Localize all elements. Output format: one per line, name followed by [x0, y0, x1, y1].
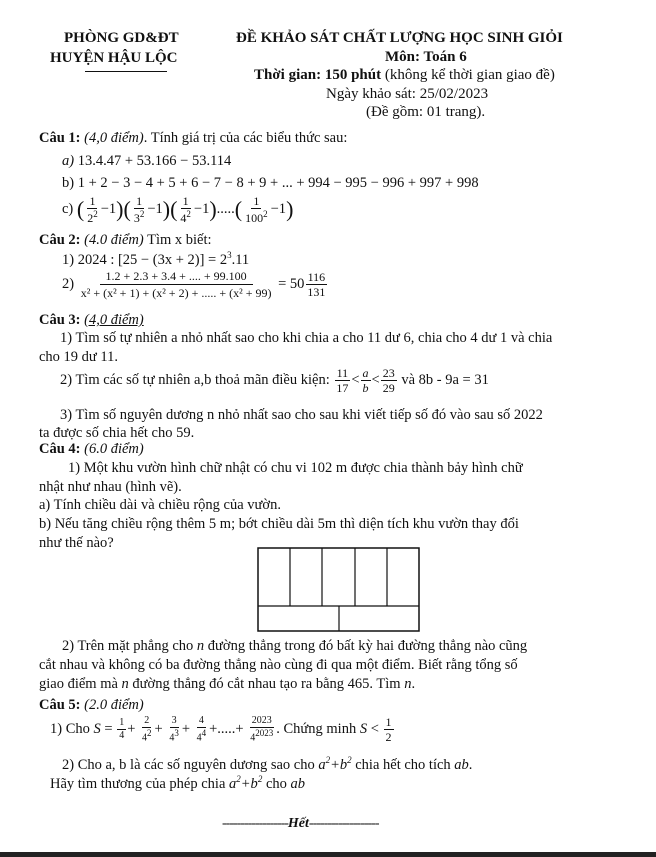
dept-line1: PHÒNG GD&ĐT	[64, 30, 179, 46]
q5-points: (2.0 điểm)	[84, 697, 144, 713]
q1-b	[62, 175, 479, 192]
q2-heading	[39, 232, 212, 249]
q1-heading	[39, 130, 347, 147]
q2-part1-tail: .11	[231, 251, 250, 268]
q3-part3-line1: 3) Tìm số nguyên dương n nhỏ nhất sao cho sau khi viết tiếp số đó vào sau số 2022	[60, 407, 543, 423]
q5-part2-text-d: cho	[265, 775, 287, 792]
q2-points: (4.0 điểm)	[84, 232, 144, 248]
q4-part2-n2: n	[121, 676, 129, 692]
q3-part1-line1: 1) Tìm số tự nhiên a nhỏ nhất sao cho khi chia a cho 11 dư 6, chia cho 4 dư 1 và chia	[60, 330, 553, 346]
q2-part1-expr: 1) 2024 : [25 − (3x + 2)] = 2	[62, 251, 228, 268]
q2-part1	[62, 250, 249, 269]
exam-time	[254, 67, 555, 84]
exam-time-note: (không kể thời gian giao đề)	[384, 67, 555, 83]
q4-part2-n1: n	[196, 638, 205, 654]
exam-pages: (Đề gồm: 01 trang).	[366, 104, 486, 120]
q4-part2-line3: giao điểm mà n đường thẳng đó cắt nhau tạo ra bằng 465. Tìm n.	[39, 676, 416, 692]
exam-subject: Môn: Toán 6	[385, 49, 467, 65]
exam-title: ĐỀ KHẢO SÁT CHẤT LƯỢNG HỌC SINH GIỎI	[236, 30, 563, 46]
q2-part1-exp: 3	[227, 250, 232, 260]
q5-part2-line1: 2) Cho a, b là các số nguyên dương sao cho $a^2+b^2$ chia hết cho tích ab.	[62, 755, 473, 773]
q5-part1-text: 1) Cho	[50, 721, 90, 738]
q4-b-line2: như thế nào?	[39, 535, 114, 551]
q3-part1-line2: cho 19 dư 11.	[39, 349, 119, 365]
q2-part2-fraction	[79, 270, 274, 299]
q3-part3-line2: ta được số chia hết cho 59.	[39, 425, 195, 441]
q2-part2-den: x² + (x² + 1) + (x² + 2) + ..... + (x² + 99)	[80, 286, 272, 300]
q2-part2	[62, 270, 328, 299]
exam-date: Ngày khảo sát: 25/02/2023	[326, 86, 489, 102]
q5-heading	[39, 697, 144, 714]
q5-part2-text-a: 2) Cho a, b là các số nguyên dương sao cho	[62, 756, 315, 773]
q3-part2-text: 2) Tìm các số tự nhiên a,b thoả mãn điều kiện:	[60, 372, 330, 388]
page-bottom-border	[0, 852, 656, 857]
exam-time-label: Thời gian: 150 phút	[254, 67, 382, 83]
end-text: Hết	[287, 816, 309, 831]
q4-b-line1: b) Nếu tăng chiều rộng thêm 5 m; bớt chiều dài 5m thì diện tích khu vườn thay đổi	[39, 516, 519, 532]
q1-a	[62, 153, 231, 170]
dept-line2: HUYỆN HẬU LỘC	[50, 50, 178, 66]
q3-part2: 2) Tìm các số tự nhiên a,b thoả mãn điều kiện: $\frac{11}{17}$ < $\frac{a}{b}$ < $\frac{23}{29}$ và 8b - 9a = 31	[60, 366, 489, 395]
q4-a: a) Tính chiều dài và chiều rộng của vườn.	[39, 497, 281, 513]
q3-points: (4,0 điểm)	[84, 312, 144, 328]
q4-part2-text-c: giao điểm mà	[39, 676, 118, 692]
q5-part2-line2: Hãy tìm thương của phép chia $a^2+b^2$ cho ab	[50, 774, 305, 792]
q3-part2-tail: và 8b - 9a = 31	[401, 372, 489, 388]
q1-c-label: c)	[62, 200, 74, 217]
q4-part1-line2: nhật như nhau (hình vẽ).	[39, 479, 182, 495]
q2-part2-label: 2)	[62, 276, 75, 292]
q4-heading	[39, 441, 144, 458]
q2-part2-mixed-num: 116	[307, 270, 326, 284]
dept-underline	[85, 71, 167, 72]
q2-part2-num: 1.2 + 2.3 + 3.4 + .... + 99.100	[100, 270, 253, 285]
q4-part2-n3: n	[404, 676, 412, 692]
q4-part2-text-b: đường thẳng trong đó bất kỳ hai đường thẳng nào cũng	[207, 638, 528, 654]
q1-text: . Tính giá trị của các biểu thức sau:	[143, 130, 348, 146]
q5-part2-text-c: Hãy tìm thương của phép chia	[50, 775, 226, 792]
q2-label: Câu 2:	[39, 232, 81, 248]
q2-text: Tìm x biết:	[147, 232, 212, 248]
q3-label: Câu 3:	[39, 312, 81, 328]
q4-part2-text-a: 2) Trên mặt phẳng cho	[62, 638, 194, 654]
q1-a-label: a)	[62, 153, 75, 169]
garden-diagram	[255, 545, 425, 635]
q5-part2-text-b: chia hết cho tích	[355, 756, 451, 773]
q5-part1-prove: Chứng minh	[283, 721, 357, 738]
q4-part1-line1: 1) Một khu vườn hình chữ nhật có chu vi 102 m được chia thành bảy hình chữ	[68, 460, 523, 476]
q2-part2-rhs: = 50	[278, 276, 305, 292]
q2-part2-mixed-den: 131	[307, 285, 326, 299]
q4-part2-line1	[62, 638, 527, 655]
q1-c: c) ( $\frac{1}{2^2}$ −1)( $\frac{1}{3^2}$ −1)( $\frac{1}{4^2}$ −1).....( $\frac{1}{100^2}$ −1)	[62, 194, 294, 225]
q5-label: Câu 5:	[39, 697, 81, 713]
q5-part1: 1) Cho S = $\frac{1}{4}$ + $\frac{2}{4^2}$ + $\frac{3}{4^3}$ + $\frac{4}{4^4}$ +.....+ $\frac{2023}{4^{2023}}$ . Chứng minh S < $\frac{1}{2}$	[50, 715, 392, 745]
q4-part2-line2: cắt nhau và không có ba đường thẳng nào cùng đi qua một điểm. Biết rằng tổng số	[39, 657, 518, 673]
q1-b-label: b)	[62, 175, 75, 191]
q1-a-expr: 13.4.47 + 53.166 − 53.114	[77, 153, 232, 169]
q4-part2-text-d: đường thẳng đó cắt nhau tạo ra bằng 465. Tìm	[132, 676, 401, 692]
q1-label: Câu 1:	[39, 130, 81, 146]
q4-points: (6.0 điểm)	[84, 441, 144, 457]
q4-label: Câu 4:	[39, 441, 81, 457]
end-marker: ------------------Hết-------------------	[222, 816, 379, 831]
q1-points: (4,0 điểm)	[84, 130, 144, 146]
q1-b-expr: 1 + 2 − 3 − 4 + 5 + 6 − 7 − 8 + 9 + ... + 994 − 995 − 996 + 997 + 998	[77, 175, 479, 191]
q3-heading	[39, 312, 144, 329]
